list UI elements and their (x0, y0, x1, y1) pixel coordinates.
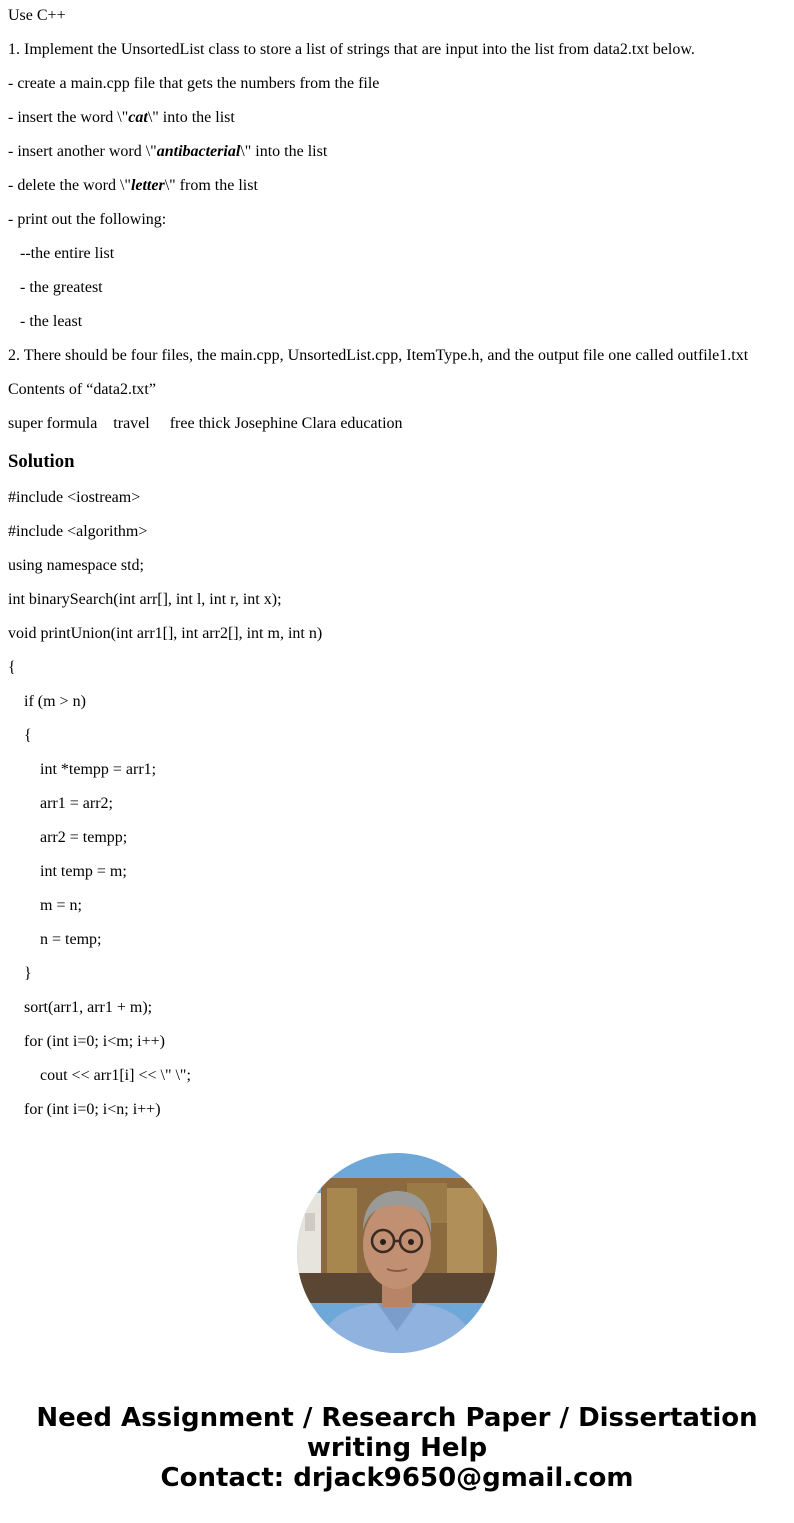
question-line: - print out the following: (8, 211, 167, 228)
author-portrait-image (297, 1153, 497, 1353)
code-line: } (24, 965, 32, 982)
code-line: arr1 = arr2; (40, 795, 113, 812)
author-avatar (297, 1153, 497, 1353)
question-line-insert-antibacterial (8, 135, 788, 169)
text-span: \" into the list (147, 109, 235, 126)
question-line: Contents of “data2.txt” (8, 381, 156, 398)
promo-line: Need Assignment / Research Paper / Dissertation (36, 1403, 758, 1433)
promo-banner (0, 1403, 794, 1493)
text-span: - insert the word \" (8, 109, 129, 126)
code-line: cout << arr1[i] << \" \"; (40, 1067, 191, 1084)
code-line: { (8, 659, 16, 676)
code-line: for (int i=0; i<m; i++) (24, 1033, 165, 1050)
code-line: int *tempp = arr1; (40, 761, 157, 778)
code-line: #include <iostream> (8, 489, 141, 506)
code-line: m = n; (40, 897, 82, 914)
question-line: - the greatest (20, 279, 103, 296)
text-span: \" into the list (240, 143, 328, 160)
code-line: for (int i=0; i<n; i++) (24, 1101, 161, 1118)
question-line: 1. Implement the UnsortedList class to store a list of strings that are input into the list from data2.txt below. (8, 41, 695, 58)
question-line: Use C++ (8, 7, 66, 24)
code-line: n = temp; (40, 931, 102, 948)
solution-heading: Solution (8, 451, 75, 472)
code-line: #include <algorithm> (8, 523, 148, 540)
question-line-delete-letter (8, 169, 788, 203)
question-and-solution (8, 0, 788, 1127)
question-line: super formula travel free thick Josephine Clara education (8, 415, 403, 432)
code-line: { (24, 727, 32, 744)
code-line: int temp = m; (40, 863, 127, 880)
text-span: - delete the word \" (8, 177, 131, 194)
text-span: \" from the list (164, 177, 258, 194)
question-line: - the least (20, 313, 83, 330)
question-line-insert-cat (8, 101, 788, 135)
question-line: 2. There should be four files, the main.cpp, UnsortedList.cpp, ItemType.h, and the output file one called outfile1.txt (8, 347, 749, 364)
promo-contact: Contact: drjack9650@gmail.com (160, 1463, 634, 1493)
code-line: sort(arr1, arr1 + m); (24, 999, 153, 1016)
text-span: - insert another word \" (8, 143, 157, 160)
emphasized-word: letter (130, 177, 165, 194)
emphasized-word: cat (128, 109, 148, 126)
question-line: --the entire list (20, 245, 115, 262)
promo-line: writing Help (306, 1433, 488, 1463)
code-line: using namespace std; (8, 557, 144, 574)
code-line: void printUnion(int arr1[], int arr2[], int m, int n) (8, 625, 323, 642)
code-line: arr2 = tempp; (40, 829, 128, 846)
question-line: - create a main.cpp file that gets the numbers from the file (8, 75, 380, 92)
code-line: if (m > n) (24, 693, 86, 710)
code-line: int binarySearch(int arr[], int l, int r, int x); (8, 591, 282, 608)
emphasized-word: antibacterial (156, 143, 241, 160)
